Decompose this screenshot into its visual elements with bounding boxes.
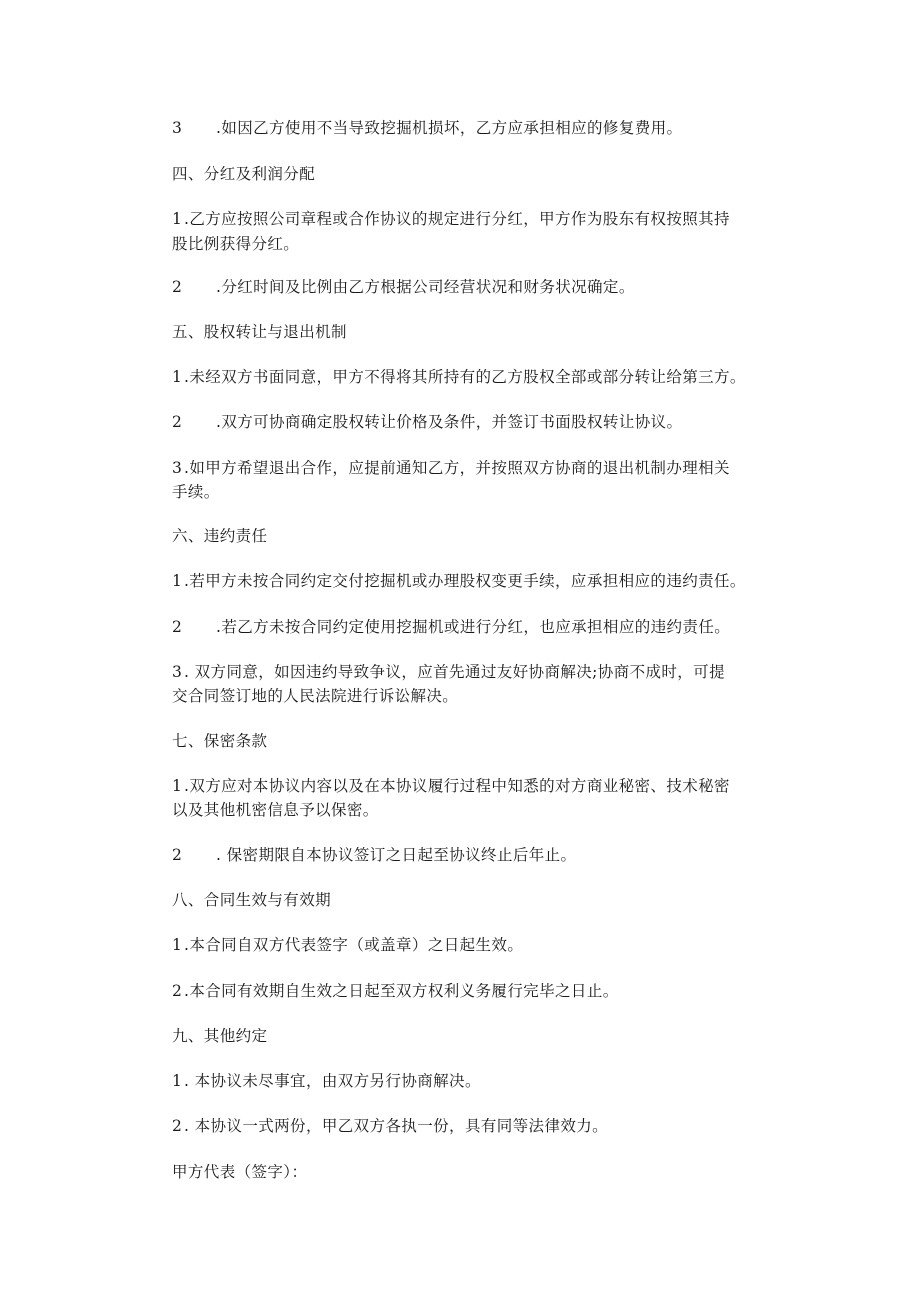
clause-number: 1 bbox=[172, 368, 183, 386]
clause-text: . 保密期限自本协议签订之日起至协议终止后年止。 bbox=[216, 846, 577, 864]
clause-text: .本合同有效期自生效之日起至双方权利义务履行完毕之日止。 bbox=[184, 982, 619, 1000]
clause-6-1 bbox=[172, 571, 746, 591]
clause-6-3 bbox=[172, 662, 725, 682]
clause-text: .本合同自双方代表签字（或盖章）之日起生效。 bbox=[184, 936, 524, 954]
clause-number: 1 bbox=[172, 572, 183, 590]
clause-4-1-continuation: 股比例获得分红。 bbox=[172, 235, 300, 253]
clause-text: . 本协议一式两份，甲乙双方各执一份，具有同等法律效力。 bbox=[184, 1117, 609, 1135]
clause-number: 3 bbox=[172, 663, 183, 681]
clause-9-1 bbox=[172, 1071, 481, 1091]
clause-number: 2 bbox=[172, 1117, 183, 1135]
section-heading-9: 九、其他约定 bbox=[172, 1027, 268, 1045]
clause-4-2 bbox=[172, 277, 635, 297]
clause-3-3 bbox=[172, 118, 682, 138]
section-heading-5: 五、股权转让与退出机制 bbox=[172, 323, 347, 341]
clause-text: . 本协议未尽事宜，由双方另行协商解决。 bbox=[184, 1072, 481, 1090]
clause-text: . 双方同意，如因违约导致争议，应首先通过友好协商解决;协商不成时，可提 bbox=[184, 663, 725, 681]
clause-9-2 bbox=[172, 1116, 608, 1136]
clause-4-1 bbox=[172, 209, 730, 229]
clause-number: 3 bbox=[172, 459, 183, 477]
clause-8-2 bbox=[172, 981, 619, 1001]
clause-7-2 bbox=[172, 845, 576, 865]
clause-number: 1 bbox=[172, 936, 183, 954]
clause-number: 2 bbox=[172, 618, 183, 636]
clause-text: .双方应对本协议内容以及在本协议履行过程中知悉的对方商业秘密、技术秘密 bbox=[184, 777, 730, 795]
clause-7-1-continuation: 以及其他机密信息予以保密。 bbox=[172, 801, 379, 819]
clause-number: 1 bbox=[172, 777, 183, 795]
section-heading-4: 四、分红及利润分配 bbox=[172, 165, 316, 183]
clause-5-3-continuation: 手续。 bbox=[172, 483, 220, 501]
section-heading-8: 八、合同生效与有效期 bbox=[172, 891, 332, 909]
section-heading-7: 七、保密条款 bbox=[172, 732, 268, 750]
clause-text: .如甲方希望退出合作，应提前通知乙方，并按照双方协商的退出机制办理相关 bbox=[184, 459, 730, 477]
clause-text: .乙方应按照公司章程或合作协议的规定进行分红，甲方作为股东有权按照其持 bbox=[184, 210, 730, 228]
clause-number: 2 bbox=[172, 413, 183, 431]
clause-5-3 bbox=[172, 458, 730, 478]
clause-number: 2 bbox=[172, 982, 183, 1000]
clause-number: 3 bbox=[172, 119, 183, 137]
clause-5-2 bbox=[172, 412, 682, 432]
section-heading-6: 六、违约责任 bbox=[172, 527, 268, 545]
clause-text: .分红时间及比例由乙方根据公司经营状况和财务状况确定。 bbox=[216, 278, 635, 296]
clause-number: 1 bbox=[172, 1072, 183, 1090]
clause-5-1 bbox=[172, 367, 746, 387]
clause-text: .如因乙方使用不当导致挖掘机损坏，乙方应承担相应的修复费用。 bbox=[216, 119, 683, 137]
clause-number: 2 bbox=[172, 846, 183, 864]
clause-6-2 bbox=[172, 617, 730, 637]
clause-text: .若乙方未按合同约定使用挖掘机或进行分红，也应承担相应的违约责任。 bbox=[216, 618, 731, 636]
signature-label-party-a: 甲方代表（签字）： bbox=[172, 1163, 308, 1181]
clause-8-1 bbox=[172, 935, 523, 955]
clause-text: .双方可协商确定股权转让价格及条件，并签订书面股权转让协议。 bbox=[216, 413, 683, 431]
clause-6-3-continuation: 交合同签订地的人民法院进行诉讼解决。 bbox=[172, 687, 459, 705]
clause-number: 2 bbox=[172, 278, 183, 296]
clause-7-1 bbox=[172, 776, 730, 796]
clause-number: 1 bbox=[172, 210, 183, 228]
clause-text: .若甲方未按合同约定交付挖掘机或办理股权变更手续，应承担相应的违约责任。 bbox=[184, 572, 746, 590]
clause-text: .未经双方书面同意，甲方不得将其所持有的乙方股权全部或部分转让给第三方。 bbox=[184, 368, 746, 386]
